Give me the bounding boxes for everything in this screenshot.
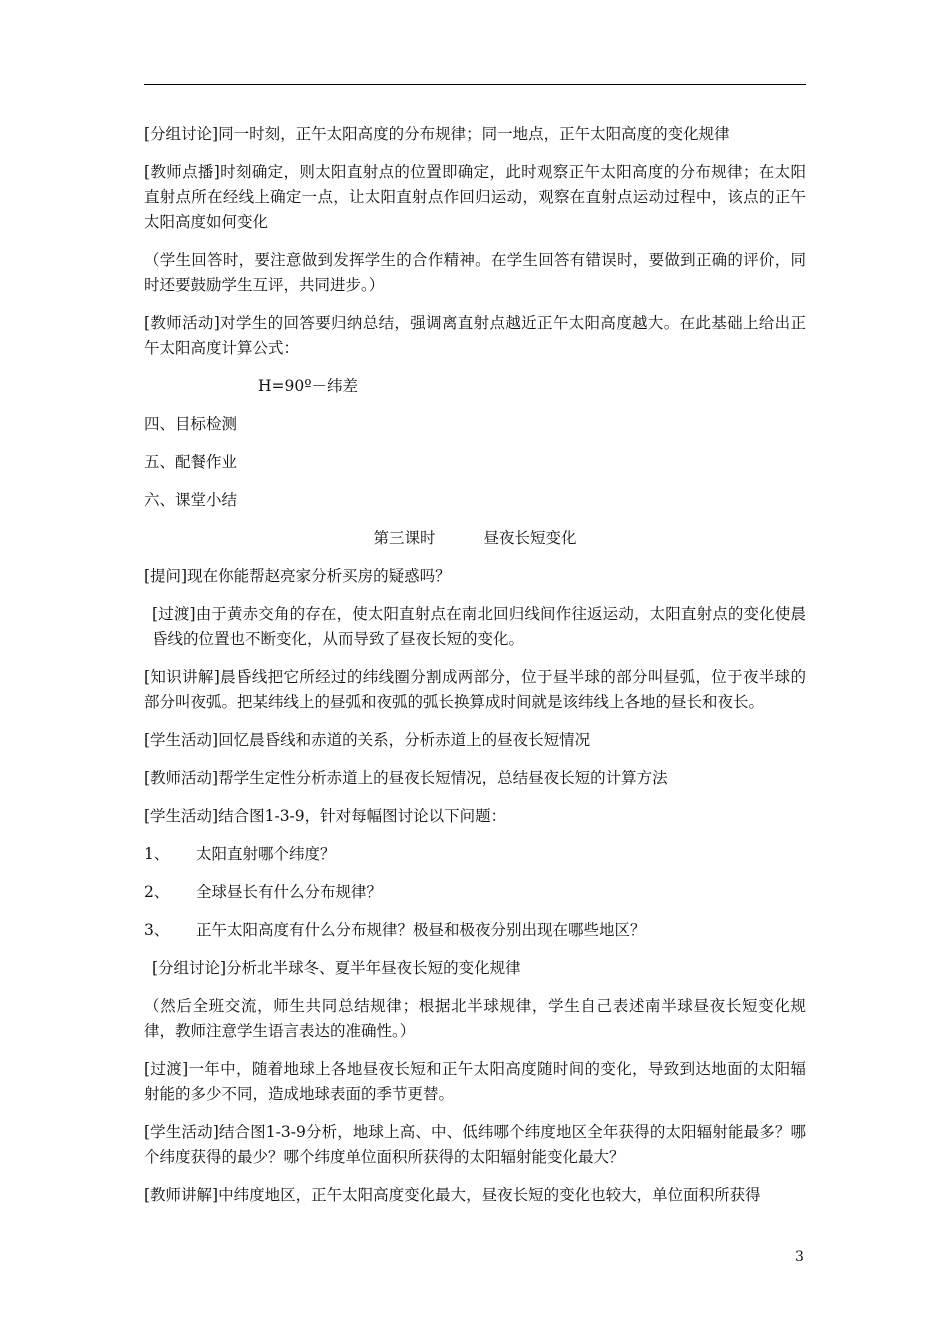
paragraph: [知识讲解]晨昏线把它所经过的纬线圈分割成两部分，位于昼半球的部分叫昼弧，位于夜半球的部分叫夜弧。把某纬线上的昼弧和夜弧的弧长换算成时间就是该纬线上各地的昼长和夜长。 (144, 668, 806, 711)
list-item (144, 842, 806, 867)
page-body (144, 122, 806, 1221)
header-rule (144, 84, 806, 85)
paragraph: [过渡]一年中，随着地球上各地昼夜长短和正午太阳高度随时间的变化，导致到达地面的太阳辐射能的多少不同，造成地球表面的季节更替。 (144, 1060, 806, 1103)
paragraph: [提问]现在你能帮赵亮家分析买房的疑惑吗？ (144, 567, 451, 585)
page-number: 3 (795, 1249, 804, 1265)
lesson-title-period: 第三课时 (373, 529, 436, 547)
paragraph: [学生活动]结合图1-3-9，针对每幅图讨论以下问题： (144, 807, 507, 825)
section-heading: 六、课堂小结 (144, 491, 238, 509)
lesson-title-topic: 昼夜长短变化 (483, 529, 577, 547)
paragraph: [教师活动]帮学生定性分析赤道上的昼夜长短情况，总结昼夜长短的计算方法 (144, 769, 668, 787)
list-number: 3、 (144, 921, 170, 939)
paragraph: [教师活动]对学生的回答要归纳总结，强调离直射点越近正午太阳高度越大。在此基础上给出正午太阳高度计算公式： (144, 314, 806, 357)
paragraph: [教师点播]时刻确定，则太阳直射点的位置即确定，此时观察正午太阳高度的分布规律；在太阳直射点所在经线上确定一点，让太阳直射点作回归运动，观察在直射点运动过程中，该点的正午太阳高度如何变化 (144, 163, 806, 231)
list-number: 1、 (144, 845, 170, 863)
list-number: 2、 (144, 883, 170, 901)
paragraph: [过渡]由于黄赤交角的存在，使太阳直射点在南北回归线间作往返运动，太阳直射点的变化使晨昏线的位置也不断变化，从而导致了昼夜长短的变化。 (152, 605, 806, 648)
paragraph: [学生活动]回忆晨昏线和赤道的关系，分析赤道上的昼夜长短情况 (144, 731, 591, 749)
section-heading: 五、配餐作业 (144, 453, 238, 471)
paragraph: （然后全班交流，师生共同总结规律；根据北半球规律，学生自己表述南半球昼夜长短变化规律，教师注意学生语言表达的准确性。） (144, 997, 806, 1040)
formula: H=90º－纬差 (258, 377, 359, 395)
paragraph: [分组讨论]分析北半球冬、夏半年昼夜长短的变化规律 (152, 959, 521, 977)
paragraph: [分组讨论]同一时刻，正午太阳高度的分布规律；同一地点，正午太阳高度的变化规律 (144, 125, 730, 143)
section-heading: 四、目标检测 (144, 415, 238, 433)
lesson-title (144, 526, 806, 551)
paragraph: [学生活动]结合图1-3-9分析，地球上高、中、低纬哪个纬度地区全年获得的太阳辐射能最多？哪个纬度获得的最少？哪个纬度单位面积所获得的太阳辐射能变化最大？ (144, 1123, 806, 1166)
list-item (144, 918, 806, 943)
list-item (144, 880, 806, 905)
paragraph: [教师讲解]中纬度地区，正午太阳高度变化最大，昼夜长短的变化也较大，单位面积所获得 (144, 1186, 761, 1204)
list-text: 正午太阳高度有什么分布规律？极昼和极夜分别出现在哪些地区？ (196, 921, 646, 939)
list-text: 全球昼长有什么分布规律？ (196, 883, 383, 901)
paragraph: （学生回答时，要注意做到发挥学生的合作精神。在学生回答有错误时，要做到正确的评价，同时还要鼓励学生互评，共同进步。） (144, 251, 806, 294)
list-text: 太阳直射哪个纬度？ (196, 845, 336, 863)
